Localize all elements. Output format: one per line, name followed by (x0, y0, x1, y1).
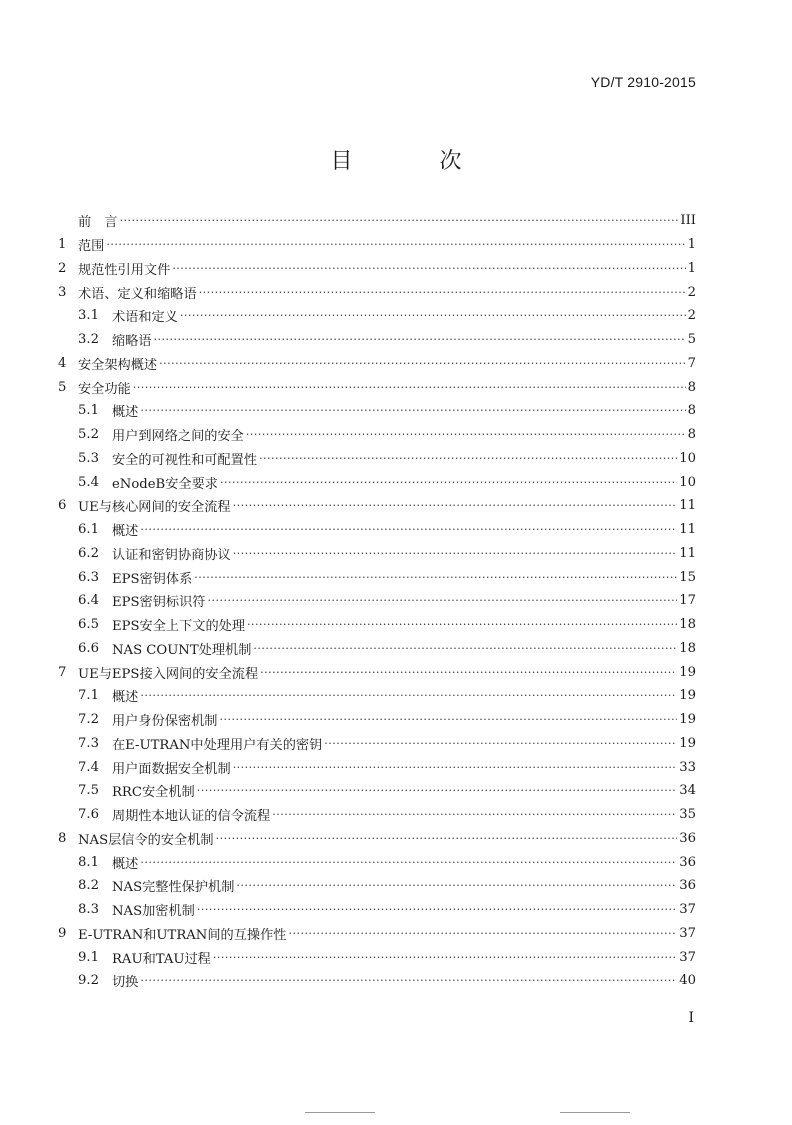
toc-entry-label: NAS层信令的安全机制 (78, 832, 214, 848)
toc-dot-leader (197, 903, 677, 916)
toc-entry-label: 安全的可视性和可配置性 (112, 452, 258, 468)
toc-dot-leader (253, 642, 677, 655)
toc-dot-leader (260, 666, 677, 679)
toc-dot-leader (233, 499, 678, 512)
toc-entry-number: 5.3 (78, 450, 99, 466)
toc-entry-number: 6.5 (78, 617, 99, 633)
toc-dot-leader (140, 856, 677, 869)
toc-dot-leader (140, 404, 685, 417)
toc-dot-leader (246, 428, 686, 441)
toc-entry-page: 11 (679, 522, 696, 538)
toc-entry[interactable] (58, 613, 696, 637)
toc-entry[interactable] (58, 684, 696, 708)
toc-entry-page: 34 (679, 783, 696, 799)
toc-entry-page: 5 (687, 332, 696, 348)
toc-entry[interactable] (58, 874, 696, 898)
toc-entry-number: 6 (58, 498, 67, 514)
toc-dot-leader (207, 594, 677, 607)
toc-entry-number: 4 (58, 355, 67, 371)
scan-mark-left (305, 1112, 375, 1113)
toc-entry[interactable] (58, 447, 696, 471)
toc-entry-page: 33 (679, 759, 696, 775)
toc-dot-leader (197, 784, 678, 797)
toc-dot-leader (172, 262, 685, 275)
toc-entry-page: 8 (687, 379, 696, 395)
toc-entry-number: 5 (58, 379, 67, 395)
toc-entry-label: NAS完整性保护机制 (112, 880, 235, 896)
toc-entry[interactable] (58, 589, 696, 613)
toc-entry-number: 7.2 (78, 712, 99, 728)
toc-entry[interactable] (58, 732, 696, 756)
toc-entry-label: 概述 (112, 405, 139, 421)
toc-entry-page: 8 (687, 427, 696, 443)
toc-entry[interactable] (58, 518, 696, 542)
toc-entry-number: 7.4 (78, 759, 99, 775)
toc-dot-leader (324, 737, 677, 750)
toc-entry-page: 10 (679, 450, 696, 466)
toc-entry-page: 1 (687, 237, 696, 253)
toc-dot-leader (272, 808, 677, 821)
toc-entry-number: 3.2 (78, 332, 99, 348)
toc-entry-label: 安全功能 (78, 381, 131, 397)
toc-entry[interactable] (58, 209, 696, 233)
toc-entry-page: 19 (679, 735, 696, 751)
toc-entry[interactable] (58, 423, 696, 447)
toc-entry[interactable] (58, 399, 696, 423)
toc-entry-label: E-UTRAN和UTRAN间的互操作性 (78, 927, 287, 943)
toc-entry-label: 在E-UTRAN中处理用户有关的密钥 (112, 737, 323, 753)
toc-entry-page: 37 (679, 949, 696, 965)
toc-entry[interactable] (58, 542, 696, 566)
toc-entry[interactable] (58, 565, 696, 589)
toc-entry-number: 8.3 (78, 902, 99, 918)
toc-dot-leader (194, 571, 677, 584)
toc-entry[interactable] (58, 803, 696, 827)
toc-entry-number: 1 (58, 237, 67, 253)
toc-entry-label: eNodeB安全要求 (112, 476, 218, 492)
toc-entry-number: 7 (58, 664, 67, 680)
toc-dot-leader (233, 547, 678, 560)
toc-dot-leader (220, 476, 677, 489)
toc-entry[interactable] (58, 637, 696, 661)
toc-entry-number: 3 (58, 284, 67, 300)
toc-entry-number: 8 (58, 830, 67, 846)
toc-dot-leader (154, 333, 686, 346)
toc-entry-page: 11 (679, 545, 696, 561)
toc-entry-page: III (680, 213, 696, 229)
toc-dot-leader (259, 452, 677, 465)
toc-entry[interactable] (58, 328, 696, 352)
toc-entry[interactable] (58, 922, 696, 946)
toc-entry-label: EPS安全上下文的处理 (112, 619, 246, 635)
toc-dot-leader (213, 951, 677, 964)
toc-entry-page: 19 (679, 688, 696, 704)
toc-entry-page: 15 (679, 569, 696, 585)
toc-entry-page: 8 (687, 403, 696, 419)
scan-mark-right (560, 1112, 630, 1113)
toc-dot-leader (133, 381, 686, 394)
toc-entry-label: 切换 (112, 975, 139, 991)
toc-entry-page: 2 (687, 308, 696, 324)
toc-entry-number: 6.1 (78, 522, 99, 538)
toc-entry-label: 用户面数据安全机制 (112, 761, 231, 777)
toc-entry[interactable] (58, 304, 696, 328)
toc-entry-page: 40 (679, 973, 696, 989)
toc-entry-number: 6.2 (78, 545, 99, 561)
toc-entry-page: 1 (687, 260, 696, 276)
toc-entry-label: 认证和密钥协商协议 (112, 547, 231, 563)
toc-entry-number: 7.3 (78, 735, 99, 751)
toc-entry[interactable] (58, 352, 696, 376)
toc-entry-label: 概述 (112, 524, 139, 540)
toc-entry-page: 37 (679, 902, 696, 918)
toc-entry[interactable] (58, 898, 696, 922)
toc-entry-label: 安全架构概述 (78, 357, 158, 373)
toc-entry[interactable] (58, 233, 696, 257)
toc-entry[interactable] (58, 779, 696, 803)
toc-entry-label: 范围 (78, 239, 105, 255)
toc-entry-page: 19 (679, 664, 696, 680)
toc-entry-page: 35 (679, 807, 696, 823)
toc-entry-number: 6.6 (78, 640, 99, 656)
toc-dot-leader (233, 761, 678, 774)
toc-entry[interactable] (58, 660, 696, 684)
toc-dot-leader (247, 618, 677, 631)
toc-entry-label: 用户到网络之间的安全 (112, 429, 244, 445)
toc-dot-leader (140, 974, 677, 987)
toc-dot-leader (120, 214, 679, 227)
toc-entry-number: 5.2 (78, 427, 99, 443)
toc-entry-label: 用户身份保密机制 (112, 714, 218, 730)
toc-entry-label: NAS加密机制 (112, 904, 195, 920)
toc-dot-leader (236, 879, 677, 892)
toc-entry[interactable] (58, 257, 696, 281)
toc-dot-leader (216, 832, 678, 845)
toc-dot-leader (106, 238, 685, 251)
toc-dot-leader (180, 309, 686, 322)
toc-entry-page: 7 (687, 355, 696, 371)
toc-entry[interactable] (58, 280, 696, 304)
table-of-contents (58, 209, 696, 993)
toc-entry-page: 19 (679, 712, 696, 728)
toc-entry-page: 36 (679, 830, 696, 846)
toc-entry[interactable] (58, 755, 696, 779)
toc-entry-page: 18 (679, 617, 696, 633)
toc-dot-leader (220, 713, 678, 726)
toc-entry-label: 概述 (112, 690, 139, 706)
toc-entry-label: RRC安全机制 (112, 785, 195, 801)
toc-entry-label: RAU和TAU过程 (112, 951, 211, 967)
toc-entry-page: 18 (679, 640, 696, 656)
toc-entry[interactable] (58, 827, 696, 851)
toc-entry-number: 6.3 (78, 569, 99, 585)
toc-entry-page: 2 (687, 284, 696, 300)
toc-entry-label: 术语、定义和缩略语 (78, 286, 197, 302)
toc-entry-label: 术语和定义 (112, 310, 178, 326)
toc-entry-page: 11 (679, 498, 696, 514)
toc-entry[interactable] (58, 850, 696, 874)
page-number: I (688, 1010, 694, 1026)
toc-entry-number: 9.1 (78, 949, 99, 965)
toc-entry-label: EPS密钥体系 (112, 571, 193, 587)
toc-entry-number: 8.2 (78, 878, 99, 894)
toc-entry-label: NAS COUNT处理机制 (112, 642, 252, 658)
toc-title: 目 次 (330, 149, 502, 174)
toc-entry-page: 10 (679, 474, 696, 490)
toc-entry-number: 9 (58, 925, 67, 941)
toc-entry-label: 缩略语 (112, 334, 152, 350)
toc-entry-number: 2 (58, 260, 67, 276)
toc-entry-label: UE与核心网间的安全流程 (78, 500, 231, 516)
toc-entry-number: 5.4 (78, 474, 99, 490)
toc-entry[interactable] (58, 470, 696, 494)
toc-dot-leader (140, 523, 677, 536)
document-code: YD/T 2910-2015 (590, 74, 696, 90)
toc-entry-label: 前 言 (78, 215, 118, 231)
toc-entry-number: 3.1 (78, 308, 99, 324)
toc-entry-number: 9.2 (78, 973, 99, 989)
toc-dot-leader (159, 357, 685, 370)
toc-entry-label: 周期性本地认证的信令流程 (112, 809, 271, 825)
toc-entry[interactable] (58, 375, 696, 399)
toc-entry[interactable] (58, 969, 696, 993)
toc-entry[interactable] (58, 708, 696, 732)
toc-entry[interactable] (58, 945, 696, 969)
toc-entry-number: 6.4 (78, 593, 99, 609)
toc-entry-page: 37 (679, 925, 696, 941)
toc-dot-leader (199, 286, 686, 299)
toc-entry-label: 概述 (112, 856, 139, 872)
toc-entry-label: 规范性引用文件 (78, 262, 171, 278)
toc-entry-number: 7.6 (78, 807, 99, 823)
toc-dot-leader (140, 689, 677, 702)
toc-entry-page: 36 (679, 878, 696, 894)
toc-entry-label: EPS密钥标识符 (112, 595, 206, 611)
toc-dot-leader (288, 927, 677, 940)
toc-entry-page: 36 (679, 854, 696, 870)
toc-entry[interactable] (58, 494, 696, 518)
toc-entry-number: 5.1 (78, 403, 99, 419)
toc-entry-number: 7.5 (78, 783, 99, 799)
toc-entry-page: 17 (679, 593, 696, 609)
toc-entry-label: UE与EPS接入网间的安全流程 (78, 666, 259, 682)
toc-entry-number: 8.1 (78, 854, 99, 870)
toc-entry-number: 7.1 (78, 688, 99, 704)
